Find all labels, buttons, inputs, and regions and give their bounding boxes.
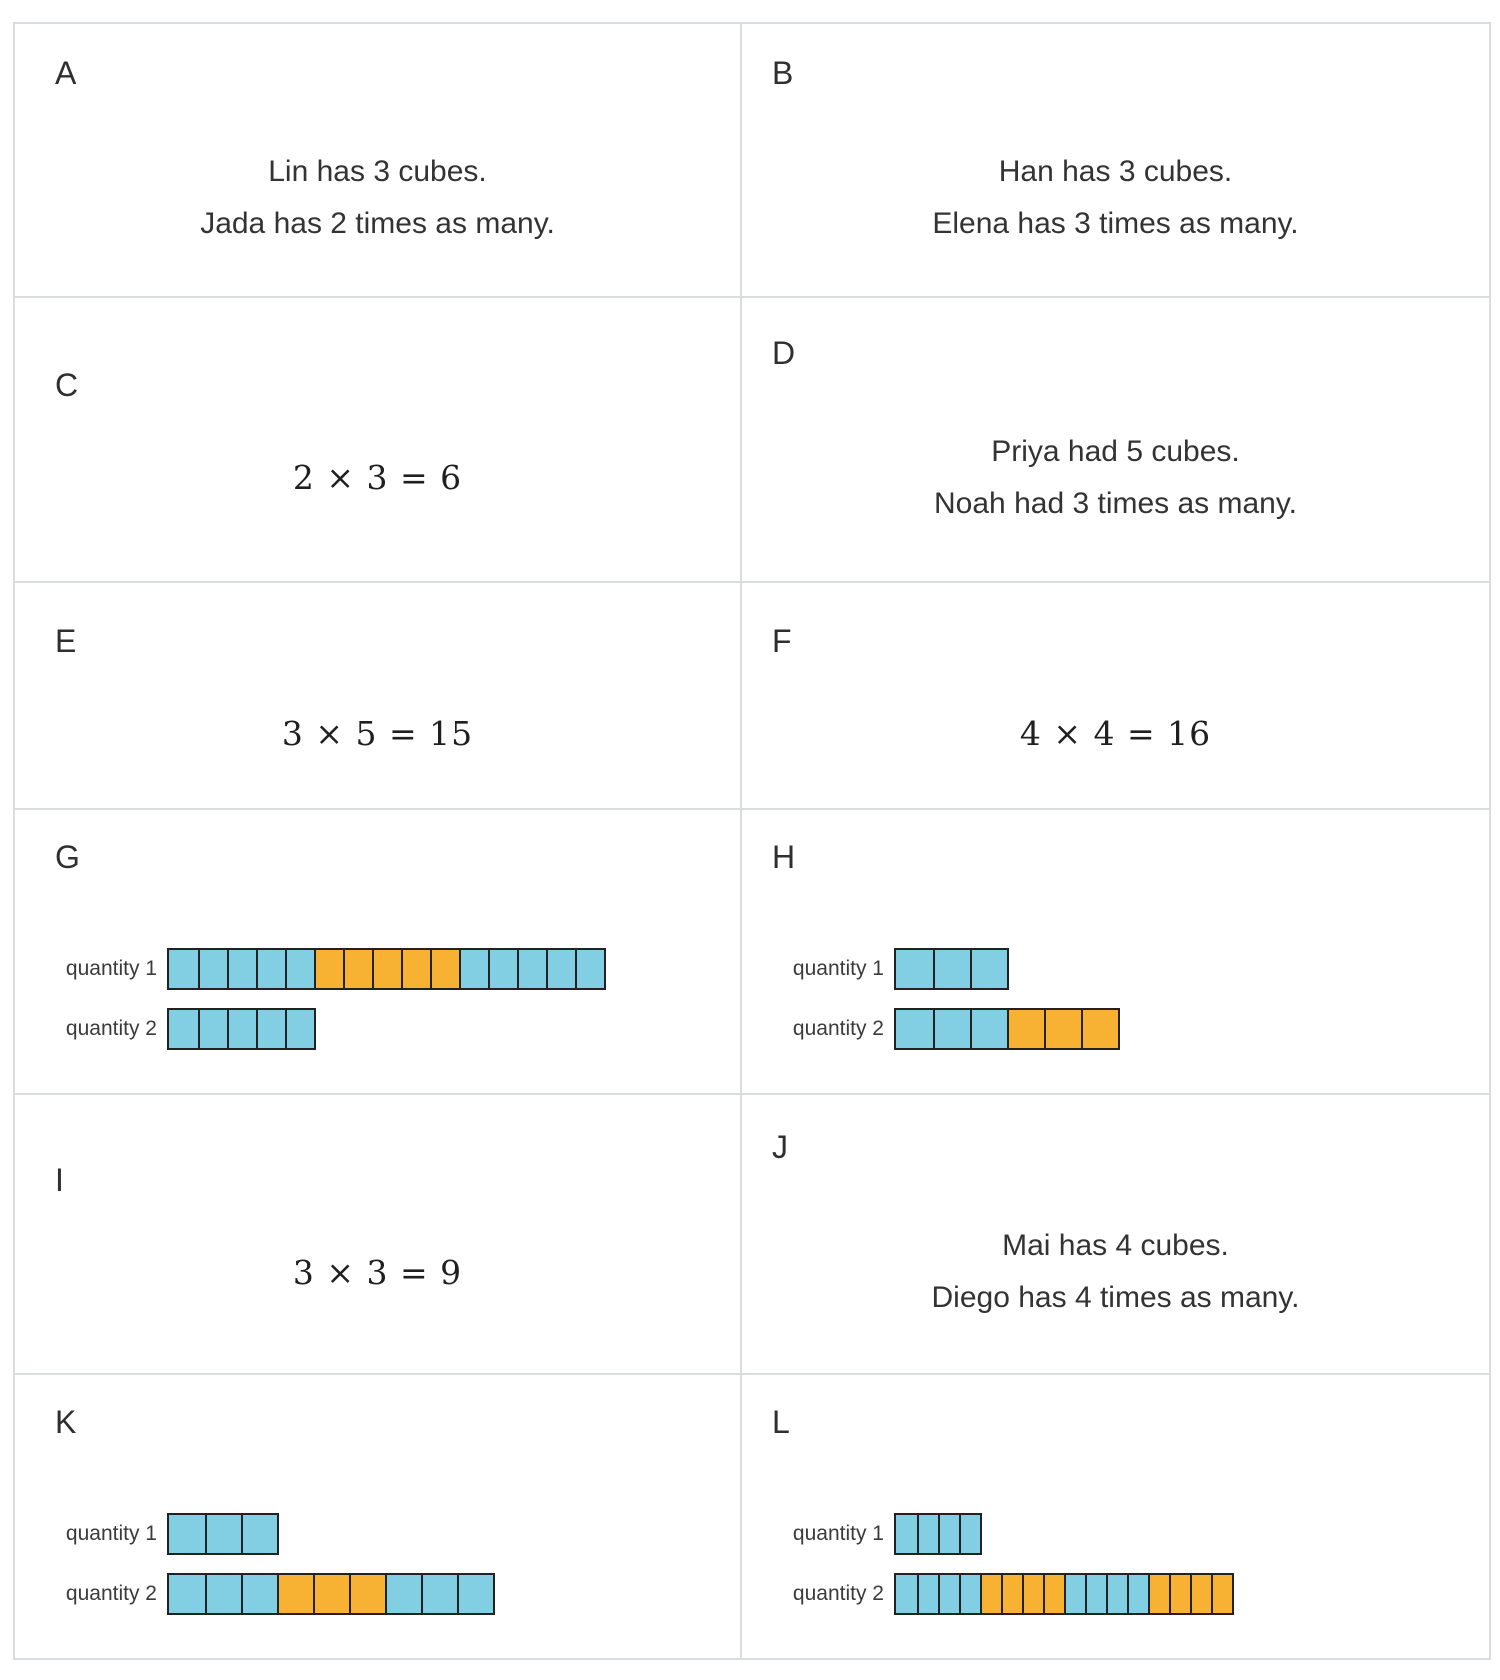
cube-diagram [742, 1513, 1489, 1615]
cube-strip [167, 1008, 316, 1050]
orange-cube [314, 950, 343, 988]
card-grid [13, 22, 1491, 1660]
card-c [15, 298, 742, 583]
cube-strip [894, 1513, 982, 1555]
orange-cube [343, 950, 372, 988]
blue-cube [227, 1010, 256, 1048]
card-k [15, 1375, 742, 1658]
card-letter: D [772, 334, 796, 371]
orange-cube [1001, 1575, 1022, 1613]
orange-cube [1169, 1575, 1190, 1613]
blue-cube [198, 950, 227, 988]
spacer [742, 370, 1489, 426]
card-equation: 3 × 3 = 9 [292, 1252, 463, 1292]
blue-cube [896, 1515, 917, 1553]
card-f [742, 583, 1489, 810]
sentence-line: Jada has 2 times as many. [200, 207, 555, 240]
orange-cube [313, 1575, 349, 1613]
quantity-label: quantity 1 [792, 956, 884, 980]
orange-cube [1211, 1575, 1232, 1613]
quantity-label: quantity 2 [65, 1016, 157, 1040]
blue-cube [1127, 1575, 1148, 1613]
blue-cube [285, 1010, 314, 1048]
card-equation: 4 × 4 = 16 [1019, 714, 1212, 753]
card-l [742, 1375, 1489, 1658]
sentence-line: Mai has 4 cubes. [1002, 1229, 1229, 1262]
sentence-line: Lin has 3 cubes. [268, 155, 487, 188]
orange-cube [430, 950, 459, 988]
blue-cube [169, 950, 198, 988]
orange-cube [372, 950, 401, 988]
blue-cube [285, 950, 314, 988]
diagram-row [35, 1513, 740, 1555]
orange-cube [1043, 1575, 1064, 1613]
orange-cube [1044, 1010, 1081, 1048]
card-b [742, 24, 1489, 298]
blue-cube [959, 1515, 980, 1553]
card-equation: 3 × 5 = 15 [281, 714, 474, 753]
card-letter: I [55, 1161, 64, 1198]
quantity-label: quantity 2 [792, 1581, 884, 1605]
blue-cube [205, 1575, 241, 1613]
spacer [742, 1164, 1489, 1220]
blue-cube [457, 1575, 493, 1613]
spacer [742, 658, 1489, 714]
card-g [15, 810, 742, 1095]
blue-cube [227, 950, 256, 988]
card-text [742, 1220, 1489, 1324]
blue-cube [1064, 1575, 1085, 1613]
card-letter: B [772, 55, 794, 91]
orange-cube [1190, 1575, 1211, 1613]
spacer [742, 90, 1489, 146]
blue-cube [256, 950, 285, 988]
card-letter: J [772, 1129, 788, 1165]
card-d [742, 298, 1489, 583]
blue-cube [385, 1575, 421, 1613]
orange-cube [1081, 1010, 1118, 1048]
blue-cube [256, 1010, 285, 1048]
diagram-row [762, 1573, 1489, 1615]
quantity-label: quantity 2 [65, 1581, 157, 1605]
orange-cube [1148, 1575, 1169, 1613]
card-j [742, 1095, 1489, 1375]
card-letter: E [55, 623, 77, 659]
blue-cube [241, 1575, 277, 1613]
card-letter: K [55, 1403, 77, 1440]
sentence-line: Noah had 3 times as many. [934, 486, 1297, 520]
quantity-label: quantity 1 [65, 956, 157, 980]
diagram-row [762, 948, 1489, 990]
quantity-label: quantity 1 [65, 1521, 157, 1545]
sentence-line: Diego has 4 times as many. [931, 1281, 1300, 1314]
blue-cube [169, 1575, 205, 1613]
blue-cube [198, 1010, 227, 1048]
blue-cube [917, 1575, 938, 1613]
card-i [15, 1095, 742, 1375]
quantity-label: quantity 2 [792, 1016, 884, 1040]
diagram-row [762, 1513, 1489, 1555]
spacer [742, 874, 1489, 948]
blue-cube [241, 1515, 277, 1553]
sentence-line: Elena has 3 times as many. [932, 207, 1299, 240]
blue-cube [205, 1515, 241, 1553]
cube-strip [894, 1573, 1234, 1615]
blue-cube [1085, 1575, 1106, 1613]
sentence-line: Priya had 5 cubes. [991, 434, 1240, 468]
sentence-line: Han has 3 cubes. [998, 155, 1233, 188]
card-text [15, 146, 740, 250]
cube-strip [894, 1008, 1120, 1050]
orange-cube [980, 1575, 1001, 1613]
card-text [742, 426, 1489, 530]
card-letter: F [772, 623, 792, 659]
card-h [742, 810, 1489, 1095]
diagram-row [35, 948, 740, 990]
quantity-label: quantity 1 [792, 1521, 884, 1545]
diagram-row [35, 1008, 740, 1050]
spacer [742, 1439, 1489, 1513]
orange-cube [277, 1575, 313, 1613]
card-equation: 2 × 3 = 6 [292, 458, 463, 497]
card-letter: A [55, 55, 77, 91]
blue-cube [421, 1575, 457, 1613]
spacer [15, 1439, 740, 1513]
blue-cube [546, 950, 575, 988]
blue-cube [938, 1575, 959, 1613]
cube-diagram [742, 948, 1489, 1050]
spacer [15, 658, 740, 714]
blue-cube [488, 950, 517, 988]
blue-cube [896, 950, 933, 988]
blue-cube [1106, 1575, 1127, 1613]
card-text [742, 146, 1489, 250]
blue-cube [169, 1515, 205, 1553]
blue-cube [970, 1010, 1007, 1048]
spacer [15, 1197, 740, 1253]
cube-strip [167, 948, 606, 990]
spacer [15, 874, 740, 948]
blue-cube [933, 1010, 970, 1048]
card-a [15, 24, 742, 298]
card-letter: C [55, 367, 79, 403]
cube-diagram [15, 948, 740, 1050]
orange-cube [401, 950, 430, 988]
cube-strip [167, 1573, 495, 1615]
spacer [15, 402, 740, 458]
orange-cube [349, 1575, 385, 1613]
blue-cube [517, 950, 546, 988]
blue-cube [970, 950, 1007, 988]
card-letter: G [55, 838, 80, 875]
blue-cube [959, 1575, 980, 1613]
cube-strip [894, 948, 1009, 990]
blue-cube [169, 1010, 198, 1048]
blue-cube [938, 1515, 959, 1553]
card-letter: L [772, 1403, 790, 1440]
cube-diagram [15, 1513, 740, 1615]
orange-cube [1007, 1010, 1044, 1048]
spacer [15, 90, 740, 146]
cube-strip [167, 1513, 279, 1555]
card-e [15, 583, 742, 810]
orange-cube [1022, 1575, 1043, 1613]
blue-cube [933, 950, 970, 988]
blue-cube [896, 1010, 933, 1048]
diagram-row [35, 1573, 740, 1615]
blue-cube [896, 1575, 917, 1613]
blue-cube [575, 950, 604, 988]
card-letter: H [772, 838, 796, 875]
diagram-row [762, 1008, 1489, 1050]
blue-cube [459, 950, 488, 988]
blue-cube [917, 1515, 938, 1553]
